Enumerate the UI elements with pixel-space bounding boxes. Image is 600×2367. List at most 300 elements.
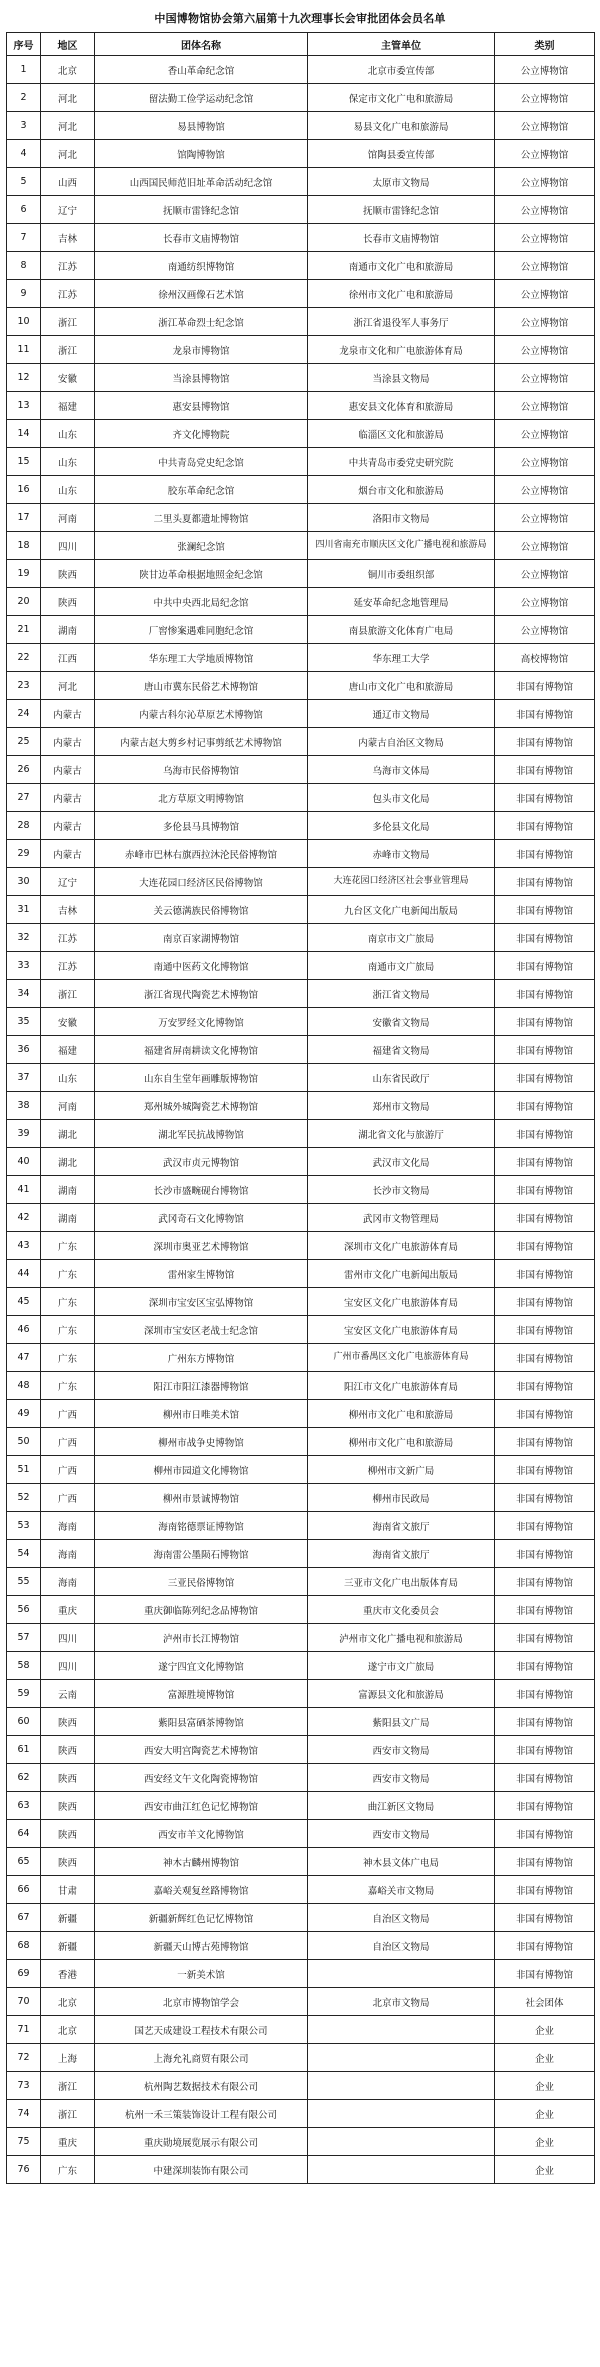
- cell-type: 非国有博物馆: [495, 1624, 595, 1652]
- cell-name: 海南铭德票证博物馆: [95, 1512, 308, 1540]
- table-row: [7, 224, 595, 252]
- table-header-row: [7, 33, 595, 56]
- cell-region: 内蒙古: [41, 728, 95, 756]
- cell-region: 广西: [41, 1428, 95, 1456]
- table-row: [7, 644, 595, 672]
- cell-no: 73: [7, 2072, 41, 2100]
- cell-type: 非国有博物馆: [495, 1848, 595, 1876]
- table-row: [7, 952, 595, 980]
- table-row: [7, 476, 595, 504]
- cell-unit: 烟台市文化和旅游局: [308, 476, 495, 504]
- cell-type: 非国有博物馆: [495, 1596, 595, 1624]
- table-row: [7, 1288, 595, 1316]
- cell-region: 吉林: [41, 224, 95, 252]
- cell-unit: 通辽市文物局: [308, 700, 495, 728]
- cell-type: 非国有博物馆: [495, 1204, 595, 1232]
- cell-unit: [308, 2128, 495, 2156]
- cell-region: 内蒙古: [41, 840, 95, 868]
- cell-no: 56: [7, 1596, 41, 1624]
- cell-type: 企业: [495, 2044, 595, 2072]
- table-row: [7, 1988, 595, 2016]
- cell-region: 江西: [41, 644, 95, 672]
- cell-unit: 北京市文物局: [308, 1988, 495, 2016]
- table-row: [7, 1428, 595, 1456]
- cell-type: 非国有博物馆: [495, 1960, 595, 1988]
- cell-no: 27: [7, 784, 41, 812]
- cell-no: 62: [7, 1764, 41, 1792]
- cell-type: 非国有博物馆: [495, 1736, 595, 1764]
- table-row: [7, 1064, 595, 1092]
- table-row: [7, 1876, 595, 1904]
- cell-region: 陕西: [41, 588, 95, 616]
- cell-region: 内蒙古: [41, 812, 95, 840]
- table-row: [7, 1176, 595, 1204]
- table-row: [7, 980, 595, 1008]
- cell-name: 泸州市长江博物馆: [95, 1624, 308, 1652]
- cell-region: 北京: [41, 56, 95, 84]
- cell-unit: 惠安县文化体育和旅游局: [308, 392, 495, 420]
- cell-name: 乌海市民俗博物馆: [95, 756, 308, 784]
- cell-type: 公立博物馆: [495, 532, 595, 560]
- cell-type: 公立博物馆: [495, 504, 595, 532]
- cell-type: 公立博物馆: [495, 168, 595, 196]
- cell-region: 陕西: [41, 1708, 95, 1736]
- cell-type: 企业: [495, 2016, 595, 2044]
- table-row: [7, 588, 595, 616]
- cell-no: 36: [7, 1036, 41, 1064]
- cell-type: 非国有博物馆: [495, 1708, 595, 1736]
- cell-name: 北方草原文明博物馆: [95, 784, 308, 812]
- cell-region: 广东: [41, 1344, 95, 1372]
- cell-unit: 曲江新区文物局: [308, 1792, 495, 1820]
- cell-unit: 三亚市文化广电出版体育局: [308, 1568, 495, 1596]
- cell-unit: 武汉市文化局: [308, 1148, 495, 1176]
- cell-name: 胶东革命纪念馆: [95, 476, 308, 504]
- cell-name: 浙江省现代陶瓷艺术博物馆: [95, 980, 308, 1008]
- cell-no: 72: [7, 2044, 41, 2072]
- cell-no: 58: [7, 1652, 41, 1680]
- cell-unit: 柳州市文化广电和旅游局: [308, 1400, 495, 1428]
- cell-type: 非国有博物馆: [495, 1764, 595, 1792]
- cell-no: 46: [7, 1316, 41, 1344]
- table-row: [7, 2016, 595, 2044]
- cell-type: 公立博物馆: [495, 308, 595, 336]
- cell-region: 河北: [41, 672, 95, 700]
- cell-no: 34: [7, 980, 41, 1008]
- cell-name: 抚顺市雷锋纪念馆: [95, 196, 308, 224]
- table-row: [7, 280, 595, 308]
- cell-no: 33: [7, 952, 41, 980]
- cell-type: 非国有博物馆: [495, 1456, 595, 1484]
- cell-unit: 福建省文物局: [308, 1036, 495, 1064]
- cell-region: 北京: [41, 1988, 95, 2016]
- cell-region: 广西: [41, 1400, 95, 1428]
- cell-name: 武汉市贞元博物馆: [95, 1148, 308, 1176]
- cell-region: 辽宁: [41, 868, 95, 896]
- cell-region: 山东: [41, 448, 95, 476]
- cell-name: 内蒙古赵大剪乡村记事剪纸艺术博物馆: [95, 728, 308, 756]
- cell-type: 非国有博物馆: [495, 700, 595, 728]
- table-row: [7, 2100, 595, 2128]
- cell-no: 21: [7, 616, 41, 644]
- table-row: [7, 84, 595, 112]
- cell-name: 山东自生堂年画雕版博物馆: [95, 1064, 308, 1092]
- cell-name: 唐山市冀东民俗艺术博物馆: [95, 672, 308, 700]
- cell-no: 70: [7, 1988, 41, 2016]
- cell-type: 公立博物馆: [495, 252, 595, 280]
- cell-type: 非国有博物馆: [495, 1512, 595, 1540]
- cell-type: 非国有博物馆: [495, 980, 595, 1008]
- cell-unit: 泸州市文化广播电视和旅游局: [308, 1624, 495, 1652]
- cell-region: 湖北: [41, 1148, 95, 1176]
- cell-no: 52: [7, 1484, 41, 1512]
- cell-no: 71: [7, 2016, 41, 2044]
- cell-name: 关云德满族民俗博物馆: [95, 896, 308, 924]
- cell-unit: 北京市委宣传部: [308, 56, 495, 84]
- table-row: [7, 840, 595, 868]
- header-type: 类别: [495, 33, 595, 56]
- cell-name: 赤峰市巴林右旗西拉沐沦民俗博物馆: [95, 840, 308, 868]
- cell-no: 44: [7, 1260, 41, 1288]
- cell-no: 20: [7, 588, 41, 616]
- cell-name: 雷州家生博物馆: [95, 1260, 308, 1288]
- cell-unit: 海南省文旅厅: [308, 1540, 495, 1568]
- table-row: [7, 896, 595, 924]
- cell-type: 非国有博物馆: [495, 1876, 595, 1904]
- cell-no: 38: [7, 1092, 41, 1120]
- cell-type: 公立博物馆: [495, 364, 595, 392]
- cell-type: 非国有博物馆: [495, 1568, 595, 1596]
- cell-unit: 中共青岛市委党史研究院: [308, 448, 495, 476]
- table-row: [7, 1596, 595, 1624]
- cell-region: 内蒙古: [41, 700, 95, 728]
- cell-name: 湖北军民抗战博物馆: [95, 1120, 308, 1148]
- table-row: [7, 1148, 595, 1176]
- cell-region: 海南: [41, 1512, 95, 1540]
- table-row: [7, 1932, 595, 1960]
- cell-unit: 唐山市文化广电和旅游局: [308, 672, 495, 700]
- cell-region: 河北: [41, 112, 95, 140]
- cell-no: 55: [7, 1568, 41, 1596]
- table-row: [7, 1680, 595, 1708]
- cell-no: 7: [7, 224, 41, 252]
- cell-no: 49: [7, 1400, 41, 1428]
- cell-region: 江苏: [41, 252, 95, 280]
- cell-region: 四川: [41, 532, 95, 560]
- table-row: [7, 308, 595, 336]
- cell-region: 陕西: [41, 1820, 95, 1848]
- cell-name: 徐州汉画像石艺术馆: [95, 280, 308, 308]
- cell-no: 24: [7, 700, 41, 728]
- cell-name: 内蒙古科尔沁草原艺术博物馆: [95, 700, 308, 728]
- cell-unit: 紫阳县文广局: [308, 1708, 495, 1736]
- table-row: [7, 1792, 595, 1820]
- cell-no: 76: [7, 2156, 41, 2184]
- cell-name: 深圳市宝安区老战士纪念馆: [95, 1316, 308, 1344]
- cell-type: 非国有博物馆: [495, 1540, 595, 1568]
- cell-type: 非国有博物馆: [495, 896, 595, 924]
- cell-no: 26: [7, 756, 41, 784]
- cell-type: 非国有博物馆: [495, 1932, 595, 1960]
- cell-type: 非国有博物馆: [495, 1288, 595, 1316]
- table-row: [7, 924, 595, 952]
- cell-name: 南通中医药文化博物馆: [95, 952, 308, 980]
- cell-type: 非国有博物馆: [495, 1820, 595, 1848]
- cell-unit: 抚顺市雷锋纪念馆: [308, 196, 495, 224]
- table-row: [7, 672, 595, 700]
- cell-name: 紫阳县富硒茶博物馆: [95, 1708, 308, 1736]
- cell-type: 企业: [495, 2100, 595, 2128]
- header-name: 团体名称: [95, 33, 308, 56]
- cell-unit: 包头市文化局: [308, 784, 495, 812]
- table-row: [7, 1008, 595, 1036]
- table-row: [7, 1960, 595, 1988]
- cell-name: 浙江革命烈士纪念馆: [95, 308, 308, 336]
- cell-type: 企业: [495, 2156, 595, 2184]
- cell-name: 重庆御临陈列纪念品博物馆: [95, 1596, 308, 1624]
- cell-no: 29: [7, 840, 41, 868]
- cell-type: 非国有博物馆: [495, 1232, 595, 1260]
- cell-type: 公立博物馆: [495, 392, 595, 420]
- cell-name: 张澜纪念馆: [95, 532, 308, 560]
- cell-region: 广东: [41, 1232, 95, 1260]
- table-row: [7, 1568, 595, 1596]
- cell-type: 非国有博物馆: [495, 1148, 595, 1176]
- cell-region: 吉林: [41, 896, 95, 924]
- table-row: [7, 616, 595, 644]
- table-row: [7, 364, 595, 392]
- cell-name: 厂窖惨案遇难同胞纪念馆: [95, 616, 308, 644]
- cell-region: 甘肃: [41, 1876, 95, 1904]
- cell-name: 重庆勋境展览展示有限公司: [95, 2128, 308, 2156]
- cell-name: 柳州市战争史博物馆: [95, 1428, 308, 1456]
- cell-region: 陕西: [41, 1764, 95, 1792]
- cell-name: 新疆新辉红色记忆博物馆: [95, 1904, 308, 1932]
- cell-name: 南通纺织博物馆: [95, 252, 308, 280]
- cell-unit: [308, 2100, 495, 2128]
- table-row: [7, 560, 595, 588]
- cell-name: 西安市曲江红色记忆博物馆: [95, 1792, 308, 1820]
- cell-name: 杭州一禾三策装饰设计工程有限公司: [95, 2100, 308, 2128]
- cell-unit: 南通市文化广电和旅游局: [308, 252, 495, 280]
- cell-type: 公立博物馆: [495, 336, 595, 364]
- table-row: [7, 812, 595, 840]
- cell-unit: 武冈市文物管理局: [308, 1204, 495, 1232]
- cell-type: 公立博物馆: [495, 140, 595, 168]
- table-row: [7, 1512, 595, 1540]
- cell-name: 西安大明宫陶瓷艺术博物馆: [95, 1736, 308, 1764]
- table-row: [7, 112, 595, 140]
- cell-region: 重庆: [41, 1596, 95, 1624]
- cell-region: 内蒙古: [41, 784, 95, 812]
- cell-no: 11: [7, 336, 41, 364]
- cell-no: 15: [7, 448, 41, 476]
- cell-region: 江苏: [41, 924, 95, 952]
- cell-type: 公立博物馆: [495, 84, 595, 112]
- cell-unit: 海南省文旅厅: [308, 1512, 495, 1540]
- cell-unit: 九台区文化广电新闻出版局: [308, 896, 495, 924]
- table-row: [7, 1204, 595, 1232]
- cell-unit: 南通市文广旅局: [308, 952, 495, 980]
- cell-unit: 延安革命纪念地管理局: [308, 588, 495, 616]
- cell-type: 非国有博物馆: [495, 1008, 595, 1036]
- cell-unit: 易县文化广电和旅游局: [308, 112, 495, 140]
- table-row: [7, 784, 595, 812]
- cell-no: 61: [7, 1736, 41, 1764]
- cell-no: 16: [7, 476, 41, 504]
- cell-unit: 洛阳市文物局: [308, 504, 495, 532]
- cell-region: 四川: [41, 1624, 95, 1652]
- cell-no: 43: [7, 1232, 41, 1260]
- cell-name: 龙泉市博物馆: [95, 336, 308, 364]
- table-row: [7, 448, 595, 476]
- cell-region: 河北: [41, 140, 95, 168]
- table-row: [7, 2072, 595, 2100]
- cell-type: 非国有博物馆: [495, 672, 595, 700]
- cell-unit: 遂宁市文广旅局: [308, 1652, 495, 1680]
- cell-type: 非国有博物馆: [495, 840, 595, 868]
- cell-unit: 神木县文体广电局: [308, 1848, 495, 1876]
- cell-type: 非国有博物馆: [495, 1036, 595, 1064]
- table-row: [7, 756, 595, 784]
- cell-name: 惠安县博物馆: [95, 392, 308, 420]
- cell-unit: 柳州市民政局: [308, 1484, 495, 1512]
- cell-unit: 太原市文物局: [308, 168, 495, 196]
- cell-region: 北京: [41, 2016, 95, 2044]
- cell-unit: 西安市文物局: [308, 1736, 495, 1764]
- cell-unit: 山东省民政厅: [308, 1064, 495, 1092]
- cell-region: 广东: [41, 1260, 95, 1288]
- cell-no: 53: [7, 1512, 41, 1540]
- cell-region: 香港: [41, 1960, 95, 1988]
- cell-no: 57: [7, 1624, 41, 1652]
- cell-unit: 自治区文物局: [308, 1932, 495, 1960]
- cell-name: 西安经文午文化陶瓷博物馆: [95, 1764, 308, 1792]
- table-row: [7, 700, 595, 728]
- table-row: [7, 56, 595, 84]
- cell-no: 17: [7, 504, 41, 532]
- cell-unit: 南京市文广旅局: [308, 924, 495, 952]
- cell-no: 12: [7, 364, 41, 392]
- cell-type: 非国有博物馆: [495, 1092, 595, 1120]
- cell-unit: 深圳市文化广电旅游体育局: [308, 1232, 495, 1260]
- cell-unit: 广州市番禺区文化广电旅游体育局: [308, 1344, 495, 1372]
- cell-no: 65: [7, 1848, 41, 1876]
- cell-no: 66: [7, 1876, 41, 1904]
- cell-name: 二里头夏都遗址博物馆: [95, 504, 308, 532]
- member-table: [6, 32, 595, 2184]
- cell-type: 公立博物馆: [495, 112, 595, 140]
- cell-name: 当涂县博物馆: [95, 364, 308, 392]
- cell-region: 河北: [41, 84, 95, 112]
- cell-name: 中建深圳装饰有限公司: [95, 2156, 308, 2184]
- cell-region: 四川: [41, 1652, 95, 1680]
- cell-name: 柳州市日唯美术馆: [95, 1400, 308, 1428]
- table-row: [7, 1456, 595, 1484]
- table-body: [7, 56, 595, 2184]
- cell-unit: [308, 2072, 495, 2100]
- cell-name: 武冈奇石文化博物馆: [95, 1204, 308, 1232]
- cell-unit: 柳州市文新广局: [308, 1456, 495, 1484]
- cell-unit: 雷州市文化广电新闻出版局: [308, 1260, 495, 1288]
- table-row: [7, 252, 595, 280]
- cell-no: 5: [7, 168, 41, 196]
- cell-no: 31: [7, 896, 41, 924]
- cell-unit: 内蒙古自治区文物局: [308, 728, 495, 756]
- cell-region: 山西: [41, 168, 95, 196]
- cell-name: 长春市文庙博物馆: [95, 224, 308, 252]
- cell-unit: 阳江市文化广电旅游体育局: [308, 1372, 495, 1400]
- cell-name: 多伦县马具博物馆: [95, 812, 308, 840]
- cell-no: 41: [7, 1176, 41, 1204]
- cell-no: 42: [7, 1204, 41, 1232]
- cell-no: 14: [7, 420, 41, 448]
- cell-no: 63: [7, 1792, 41, 1820]
- cell-name: 杭州陶艺数据技术有限公司: [95, 2072, 308, 2100]
- cell-region: 海南: [41, 1568, 95, 1596]
- table-row: [7, 2044, 595, 2072]
- cell-type: 非国有博物馆: [495, 1260, 595, 1288]
- table-row: [7, 2156, 595, 2184]
- cell-region: 上海: [41, 2044, 95, 2072]
- cell-region: 陕西: [41, 1736, 95, 1764]
- cell-name: 山西国民师范旧址革命活动纪念馆: [95, 168, 308, 196]
- cell-unit: 嘉峪关市文物局: [308, 1876, 495, 1904]
- cell-region: 浙江: [41, 980, 95, 1008]
- cell-no: 18: [7, 532, 41, 560]
- cell-type: 非国有博物馆: [495, 1680, 595, 1708]
- cell-type: 公立博物馆: [495, 420, 595, 448]
- cell-no: 39: [7, 1120, 41, 1148]
- cell-name: 三亚民俗博物馆: [95, 1568, 308, 1596]
- cell-name: 南京百家湖博物馆: [95, 924, 308, 952]
- cell-region: 福建: [41, 392, 95, 420]
- cell-no: 4: [7, 140, 41, 168]
- cell-region: 浙江: [41, 2100, 95, 2128]
- table-row: [7, 140, 595, 168]
- cell-unit: 多伦县文化局: [308, 812, 495, 840]
- cell-unit: 柳州市文化广电和旅游局: [308, 1428, 495, 1456]
- cell-type: 非国有博物馆: [495, 756, 595, 784]
- cell-name: 深圳市宝安区宝弘博物馆: [95, 1288, 308, 1316]
- cell-name: 神木古麟州博物馆: [95, 1848, 308, 1876]
- cell-unit: 长春市文庙博物馆: [308, 224, 495, 252]
- table-row: [7, 1708, 595, 1736]
- cell-type: 公立博物馆: [495, 448, 595, 476]
- cell-unit: [308, 2156, 495, 2184]
- cell-no: 64: [7, 1820, 41, 1848]
- cell-unit: 保定市文化广电和旅游局: [308, 84, 495, 112]
- cell-type: 非国有博物馆: [495, 1120, 595, 1148]
- cell-type: 非国有博物馆: [495, 1428, 595, 1456]
- cell-no: 6: [7, 196, 41, 224]
- cell-unit: 富源县文化和旅游局: [308, 1680, 495, 1708]
- cell-type: 非国有博物馆: [495, 1316, 595, 1344]
- cell-region: 湖南: [41, 616, 95, 644]
- cell-unit: 长沙市文物局: [308, 1176, 495, 1204]
- cell-type: 非国有博物馆: [495, 1344, 595, 1372]
- table-row: [7, 868, 595, 896]
- cell-region: 浙江: [41, 2072, 95, 2100]
- table-row: [7, 728, 595, 756]
- cell-type: 公立博物馆: [495, 224, 595, 252]
- cell-name: 陕甘边革命根据地照金纪念馆: [95, 560, 308, 588]
- cell-type: 非国有博物馆: [495, 1904, 595, 1932]
- cell-unit: [308, 1960, 495, 1988]
- table-row: [7, 2128, 595, 2156]
- cell-unit: 宝安区文化广电旅游体育局: [308, 1316, 495, 1344]
- cell-name: 一新美术馆: [95, 1960, 308, 1988]
